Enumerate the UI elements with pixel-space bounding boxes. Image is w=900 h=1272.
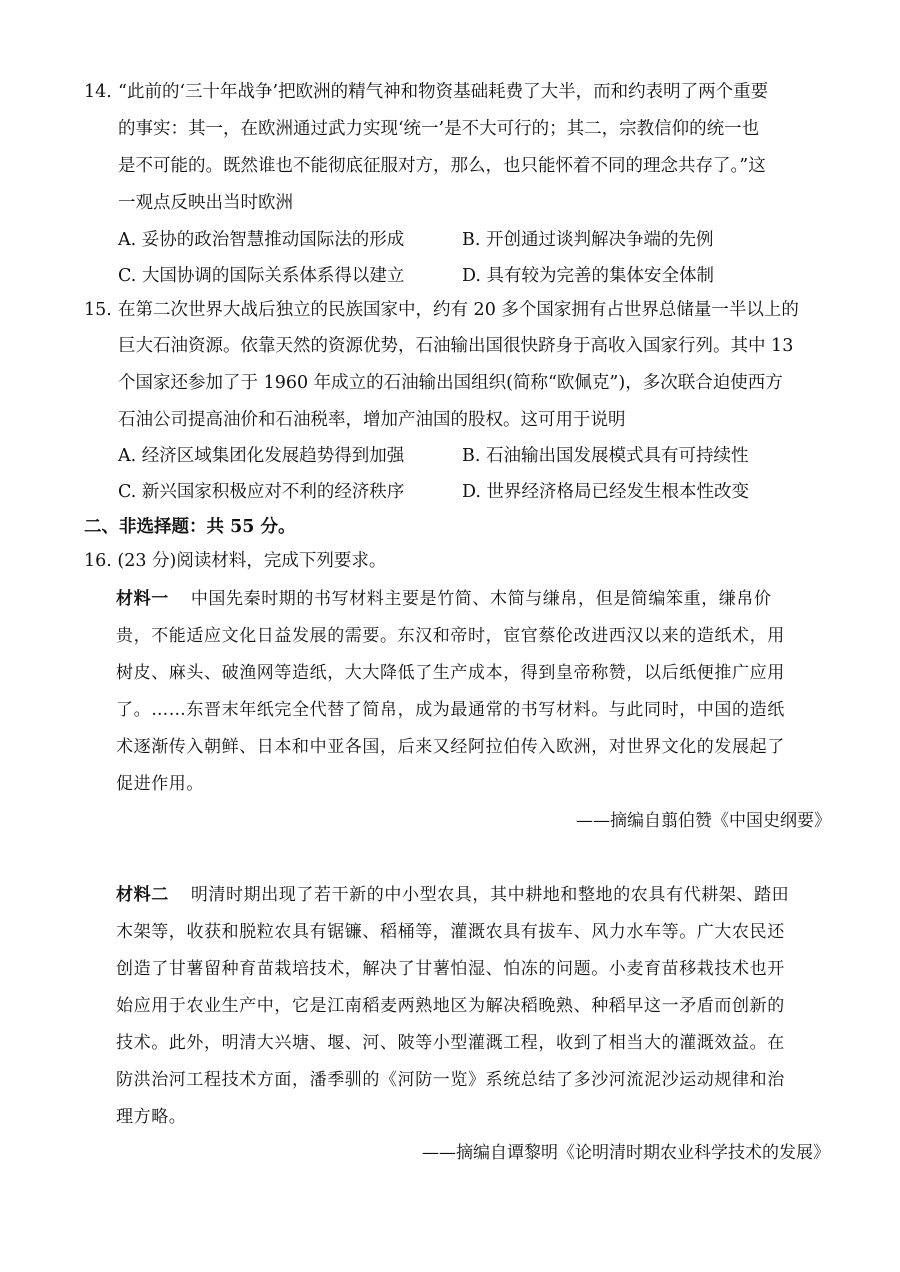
material-text-line: 始应用于农业生产中，它是江南稻麦两熟地区为解决稻晚熟、种稻早这一矛盾而创新的 bbox=[116, 996, 785, 1016]
option-a: A. 妥协的政治智慧推动国际法的形成 bbox=[118, 230, 405, 250]
material-text-line: 了。……东晋末年纸完全代替了简帛，成为最通常的书写材料。与此同时，中国的造纸 bbox=[116, 700, 785, 720]
option-b: B. 石油输出国发展模式具有可持续性 bbox=[462, 446, 749, 466]
question-text-line: 个国家还参加了于 1960 年成立的石油输出国组织(简称“欧佩克”)，多次联合迫使西方 bbox=[118, 373, 783, 393]
material-text-line: 贵，不能适应文化日益发展的需要。东汉和帝时，宦官蔡伦改进西汉以来的造纸术，用 bbox=[116, 626, 785, 646]
material-text-line: 术逐渐传入朝鲜、日本和中亚各国，后来又经阿拉伯传入欧洲，对世界文化的发展起了 bbox=[116, 737, 785, 757]
material-text-line: 防洪治河工程技术方面，潘季驯的《河防一览》系统总结了多沙河流泥沙运动规律和治 bbox=[116, 1070, 785, 1090]
option-b: B. 开创通过谈判解决争端的先例 bbox=[462, 230, 714, 250]
material-text-line: 创造了甘薯留种育苗栽培技术，解决了甘薯怕湿、怕冻的问题。小麦育苗移栽技术也开 bbox=[116, 959, 785, 979]
option-a: A. 经济区域集团化发展趋势得到加强 bbox=[118, 446, 405, 466]
material-text-line: 木架等，收获和脱粒农具有锯镰、稻桶等，灌溉农具有拔车、风力水车等。广大农民还 bbox=[116, 922, 785, 942]
question-number: 14. bbox=[84, 82, 112, 102]
question-text-line: 是不可能的。既然谁也不能彻底征服对方，那么，也只能怀着不同的理念共存了。”这 bbox=[118, 156, 766, 176]
material-source: ——摘编自翦伯赞《中国史纲要》 bbox=[576, 811, 831, 831]
question-text-line: 巨大石油资源。依靠天然的资源优势，石油输出国很快跻身于高收入国家行列。其中 13 bbox=[118, 336, 794, 356]
section-heading: 二、非选择题：共 55 分。 bbox=[84, 517, 296, 537]
material-text-line: 明清时期出现了若干新的中小型农具，其中耕地和整地的农具有代耕架、踏田 bbox=[190, 885, 790, 905]
question-text-line: 一观点反映出当时欧洲 bbox=[118, 193, 293, 213]
material-first-line bbox=[116, 883, 789, 907]
question-text-line: “此前的‘三十年战争’把欧洲的精气神和物资基础耗费了大半，而和约表明了两个重要 bbox=[118, 82, 769, 102]
material-text-line: 中国先秦时期的书写材料主要是竹简、木简与缣帛，但是简编笨重，缣帛价 bbox=[190, 589, 772, 609]
material-text-line: 促进作用。 bbox=[116, 774, 204, 794]
option-d: D. 具有较为完善的集体安全体制 bbox=[462, 266, 715, 286]
material-label: 材料一 bbox=[116, 589, 169, 609]
option-c: C. 新兴国家积极应对不利的经济秩序 bbox=[118, 482, 405, 502]
option-c: C. 大国协调的国际关系体系得以建立 bbox=[118, 266, 405, 286]
material-text-line: 技术。此外，明清大兴塘、堰、河、陂等小型灌溉工程，收到了相当大的灌溉效益。在 bbox=[116, 1033, 785, 1053]
question-text-line: 的事实：其一，在欧洲通过武力实现‘统一’是不大可行的；其二，宗教信仰的统一也 bbox=[118, 119, 760, 139]
material-text-line: 理方略。 bbox=[116, 1107, 187, 1127]
question-text-line: 在第二次世界大战后独立的民族国家中，约有 20 多个国家拥有占世界总储量一半以上的 bbox=[118, 300, 799, 320]
question-16-intro: 16. (23 分)阅读材料，完成下列要求。 bbox=[84, 551, 387, 571]
material-first-line bbox=[116, 587, 772, 611]
material-text-line: 树皮、麻头、破渔网等造纸，大大降低了生产成本，得到皇帝称赞，以后纸便推广应用 bbox=[116, 663, 785, 683]
material-source: ——摘编自谭黎明《论明清时期农业科学技术的发展》 bbox=[422, 1143, 830, 1163]
option-d: D. 世界经济格局已经发生根本性改变 bbox=[462, 482, 750, 502]
question-number: 15. bbox=[84, 300, 112, 320]
question-text-line: 石油公司提高油价和石油税率，增加产油国的股权。这可用于说明 bbox=[118, 410, 626, 430]
material-label: 材料二 bbox=[116, 885, 169, 905]
